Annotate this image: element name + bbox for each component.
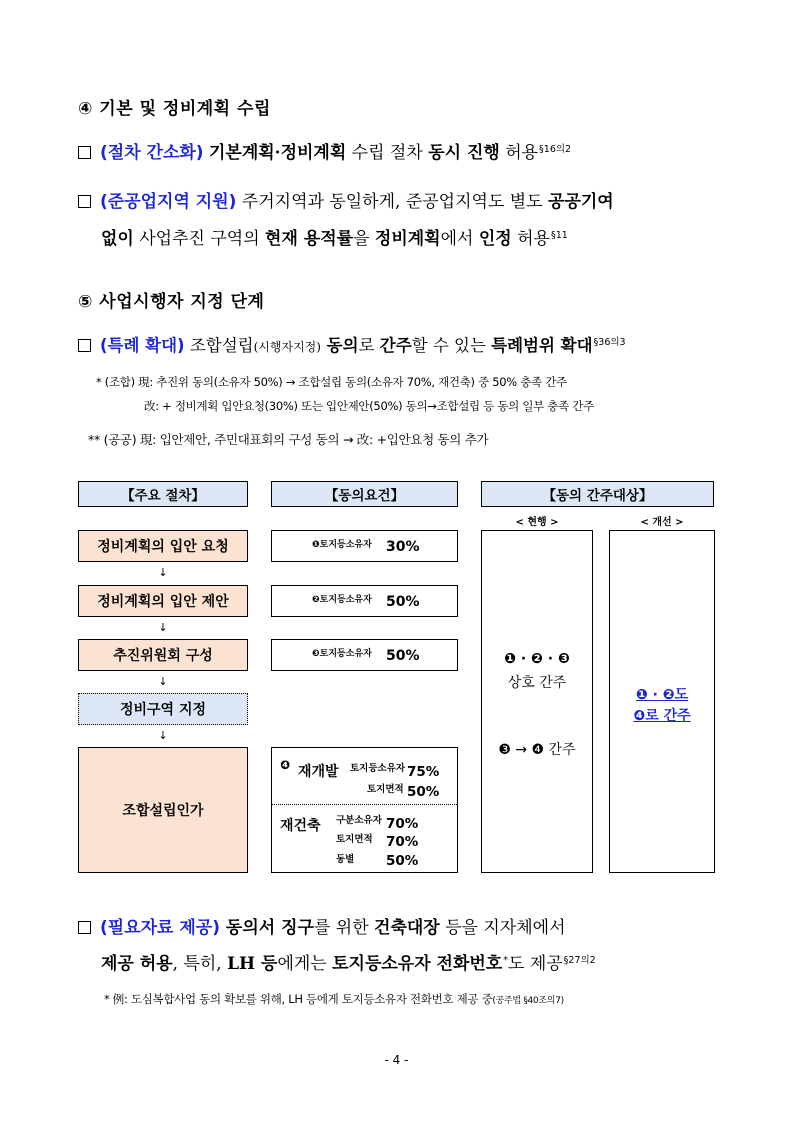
page-number: - 4 - <box>384 1053 409 1067</box>
redevelopment-label: 재개발 <box>298 764 339 780</box>
condition-value: 30% <box>386 539 420 555</box>
item-tag: (준공업지역 지원) <box>100 192 237 212</box>
condition-4 <box>271 747 458 873</box>
note-source: (공주법 §40조의7) <box>492 996 564 1006</box>
item-text: 로 <box>358 336 380 355</box>
item-text: LH 등 <box>227 954 278 974</box>
diagram-header-steps: 【주요 절차】 <box>78 481 248 507</box>
item-text: 간주 <box>379 336 412 355</box>
note-union-current: * (조합) 現: 추진위 동의(소유자 50%) → 조합설립 동의(소유자 70%, 재건축) 중 50% 충족 간주 <box>96 375 567 389</box>
diagram-header-targets: 【동의 간주대상】 <box>481 481 714 507</box>
num-icon: ❶ <box>312 540 320 550</box>
condition-label: 구분소유자 <box>336 815 382 826</box>
condition-2 <box>271 585 458 617</box>
down-arrow-icon: ↓ <box>158 566 168 579</box>
condition-value: 50% <box>386 594 420 610</box>
section-data-provision-line2 <box>101 946 596 979</box>
item-text: 특례범위 확대 <box>491 336 593 355</box>
step-plan-proposal: 정비계획의 입안 제안 <box>78 585 248 617</box>
item-text: 을 <box>353 229 375 249</box>
note-public: ** (공공) 現: 입안제안, 주민대표회의 구성 동의 → 改: +입안요청 동의 추가 <box>88 432 489 447</box>
item-text: 토지등소유자 전화번호 <box>332 954 503 974</box>
condition-label: 토지등소유자 <box>350 763 406 774</box>
item-tag: (특례 확대) <box>100 336 185 355</box>
note-union-improved: 改: + 정비계획 입안요청(30%) 또는 입안제안(50%) 동의→조합설립 등 동의 일부 충족 간주 <box>144 399 594 413</box>
down-arrow-icon: ↓ <box>158 675 168 688</box>
condition-value: 75% <box>407 764 440 780</box>
num-icon: ❸ <box>312 649 320 659</box>
checkbox-icon <box>78 146 91 159</box>
section-5-heading: ⑤ 사업시행자 지정 단계 <box>78 292 265 312</box>
section-data-provision <box>78 913 566 943</box>
checkbox-icon <box>78 339 91 352</box>
condition-value: 50% <box>386 853 419 869</box>
section-5-item-special <box>78 328 626 362</box>
item-text: 할 수 있는 <box>411 336 492 355</box>
item-text: 정비계획 <box>374 229 441 249</box>
item-text: 없이 <box>101 229 134 249</box>
down-arrow-icon: ↓ <box>158 729 168 742</box>
item-tag: (필요자료 제공) <box>100 918 220 938</box>
improved-label: < 개선 > <box>640 517 684 528</box>
section-4-item-industrial-line2 <box>101 221 568 254</box>
item-tag: (절차 간소화) <box>100 143 204 163</box>
section-4-item-procedure <box>78 135 571 168</box>
current-target-box <box>481 530 593 873</box>
item-text: 주거지역과 동일하게, 준공업지역도 별도 <box>236 192 549 212</box>
condition-1 <box>271 530 458 562</box>
reconstruction-label: 재건축 <box>280 818 321 834</box>
note-data-provision <box>104 991 564 1007</box>
item-text: 동의 <box>320 336 359 355</box>
down-arrow-icon: ↓ <box>158 621 168 634</box>
condition-3 <box>271 639 458 671</box>
item-text: 허용 <box>499 143 539 163</box>
note-text: * 例: 도심복합사업 동의 확보를 위해, LH 등에게 토지등소유자 전화번호 제공 중 <box>104 992 493 1006</box>
section-4-item-industrial <box>78 187 614 217</box>
law-reference: §27의2 <box>563 955 596 966</box>
condition-label: 토지면적 <box>367 784 404 795</box>
item-text: 동의서 징구 <box>220 918 314 938</box>
section-4-heading: ④ 기본 및 정비계획 수립 <box>78 99 271 119</box>
item-text: (시행자지정) <box>253 340 321 354</box>
item-text: 건축대장 <box>374 918 440 938</box>
item-text: 인정 <box>478 229 512 249</box>
item-text: 현재 용적률 <box>265 229 354 249</box>
improved-target-box <box>609 530 715 873</box>
item-text: 기본계획·정비계획 <box>208 143 347 163</box>
checkbox-icon <box>78 195 91 208</box>
num-icon: ❹ <box>280 758 291 772</box>
item-text: 에서 <box>440 229 479 249</box>
step-zone-designation: 정비구역 지정 <box>78 693 248 725</box>
item-text: 동시 진행 <box>428 143 500 163</box>
improved-target-text: ❹로 간주 <box>633 708 691 724</box>
footnote-mark: * <box>503 955 508 966</box>
current-label: < 현행 > <box>515 517 559 528</box>
item-text: 사업추진 구역의 <box>133 229 266 249</box>
item-text: 공공기여 <box>548 192 614 212</box>
law-reference: §16의2 <box>539 144 572 155</box>
condition-value: 70% <box>386 816 419 832</box>
condition-label: 토지면적 <box>336 834 373 845</box>
condition-label: 동별 <box>336 854 355 865</box>
condition-label: 토지등소유자 <box>319 595 372 605</box>
current-target-text: 상호 간주 <box>507 675 567 691</box>
item-text: , 특히, <box>172 954 228 974</box>
item-text: 도 제공 <box>508 954 563 974</box>
improved-target-text: ❶ · ❷도 <box>635 687 689 703</box>
current-target-text: ❶ · ❷ · ❸ <box>504 651 570 667</box>
item-text: 허용 <box>511 229 550 249</box>
current-target-text: ❸ → ❹ 간주 <box>498 742 576 758</box>
condition-value: 50% <box>407 784 440 800</box>
law-reference: §36의3 <box>593 337 626 348</box>
condition-value: 70% <box>386 834 419 850</box>
item-text: 조합설립 <box>184 336 254 355</box>
law-reference: §11 <box>550 230 568 241</box>
item-text: 를 위한 <box>313 918 375 938</box>
condition-label: 토지등소유자 <box>319 540 372 550</box>
divider <box>272 804 457 805</box>
condition-label: 토지등소유자 <box>319 649 372 659</box>
num-icon: ❷ <box>312 595 320 605</box>
checkbox-icon <box>78 921 91 934</box>
step-association-approval: 조합설립인가 <box>78 747 248 873</box>
item-text: 에게는 <box>277 954 333 974</box>
diagram-header-conditions: 【동의요건】 <box>271 481 458 507</box>
step-plan-request: 정비계획의 입안 요청 <box>78 530 248 562</box>
step-committee: 추진위원회 구성 <box>78 639 248 671</box>
item-text: 수립 절차 <box>346 143 429 163</box>
item-text: 제공 허용 <box>101 954 173 974</box>
condition-value: 50% <box>386 648 420 664</box>
item-text: 등을 지자체에서 <box>439 918 566 938</box>
